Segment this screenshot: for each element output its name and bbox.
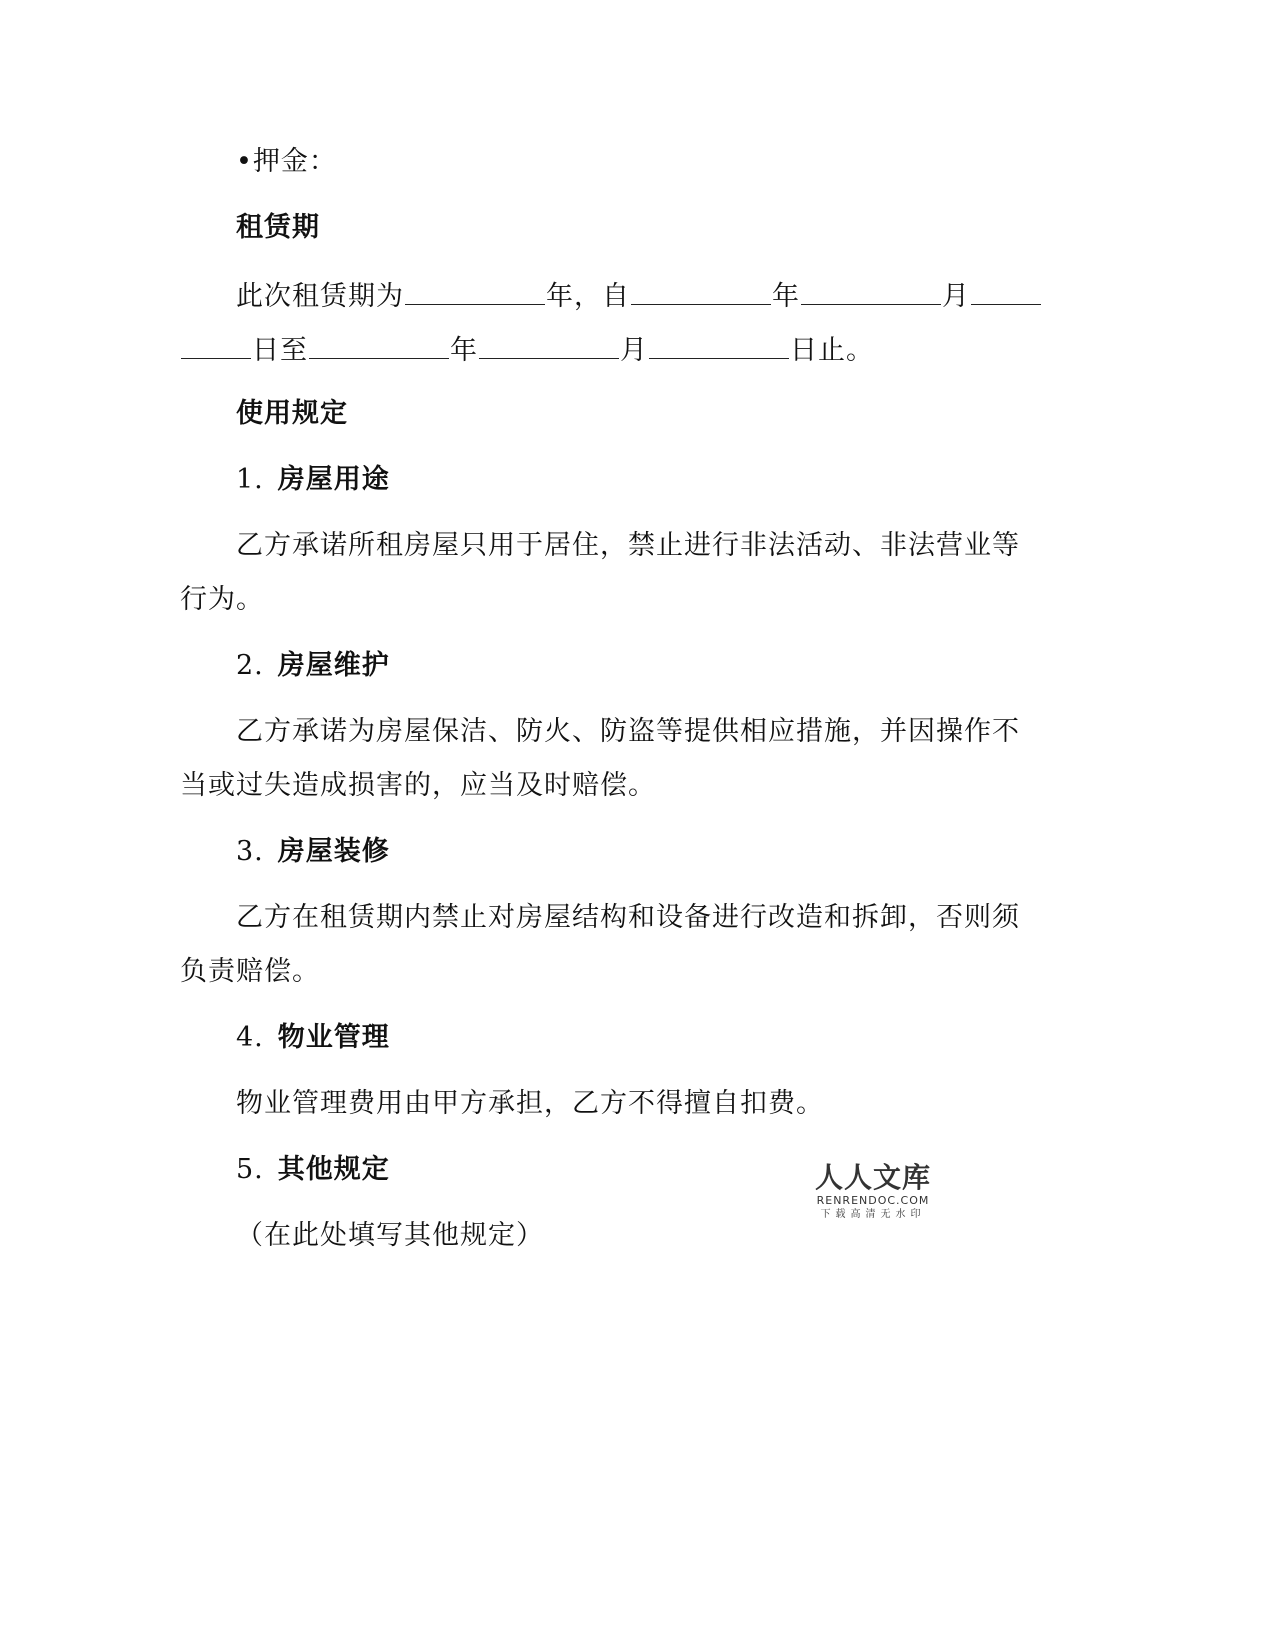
lease-term-line-1 [236,274,1042,317]
blank-end-day [649,328,789,359]
rule-heading-2 [236,646,390,686]
deposit-label: 押金： [252,146,337,177]
watermark-url: RENRENDOC.COM [816,1194,930,1207]
lease-text: 月 [942,281,970,312]
lease-term-heading: 租赁期 [236,212,320,243]
rule-text-3b: 负责赔偿。 [180,956,320,987]
rule-title: 物业管理 [277,1022,390,1053]
rule-number: 5. [236,1154,264,1185]
lease-text: 年 [450,335,478,366]
lease-term-line-2 [180,328,874,371]
rule-text-1a: 乙方承诺所租房屋只用于居住，禁止进行非法活动、非法营业等 [236,530,1020,561]
rule-heading-5 [236,1150,390,1190]
rule-text-2a: 乙方承诺为房屋保洁、防火、防盗等提供相应措施，并因操作不 [236,716,1020,747]
watermark-logo [808,1162,938,1221]
rule-number: 1. [236,464,264,495]
rule-number: 2. [236,650,264,681]
rule-heading-4 [236,1018,390,1058]
blank-end-year [309,328,449,359]
rule-text-4: 物业管理费用由甲方承担，乙方不得擅自扣费。 [236,1088,824,1119]
blank-years [405,274,545,305]
watermark-subtitle: 下载高清无水印 [820,1209,926,1220]
watermark-title: 人人文库 [814,1161,931,1194]
rule-title: 其他规定 [277,1154,390,1185]
blank-end-month [479,328,619,359]
lease-text: 日止。 [790,335,874,366]
rule-title: 房屋装修 [277,836,390,867]
lease-text: 年 [772,281,800,312]
rule-number: 4. [236,1022,264,1053]
lease-text: 年，自 [546,281,630,312]
rule-text-3a: 乙方在租赁期内禁止对房屋结构和设备进行改造和拆卸，否则须 [236,902,1020,933]
rule-title: 房屋用途 [277,464,390,495]
rule-text-1b: 行为。 [180,584,264,615]
lease-text: 月 [620,335,648,366]
lease-text: 日至 [252,335,308,366]
rule-heading-1 [236,460,390,500]
blank-start-month [801,274,941,305]
rule-text-2b: 当或过失造成损害的，应当及时赔偿。 [180,770,656,801]
lease-text: 此次租赁期为 [236,281,404,312]
rule-title: 房屋维护 [277,650,390,681]
rule-text-5: （在此处填写其他规定） [236,1220,544,1251]
usage-rules-heading: 使用规定 [236,398,348,429]
blank-start-day-b [181,328,251,359]
blank-start-day-a [971,274,1041,305]
deposit-line [236,142,337,182]
rule-heading-3 [236,832,390,872]
blank-start-year [631,274,771,305]
rule-number: 3. [236,836,264,867]
bullet: • [236,146,253,177]
